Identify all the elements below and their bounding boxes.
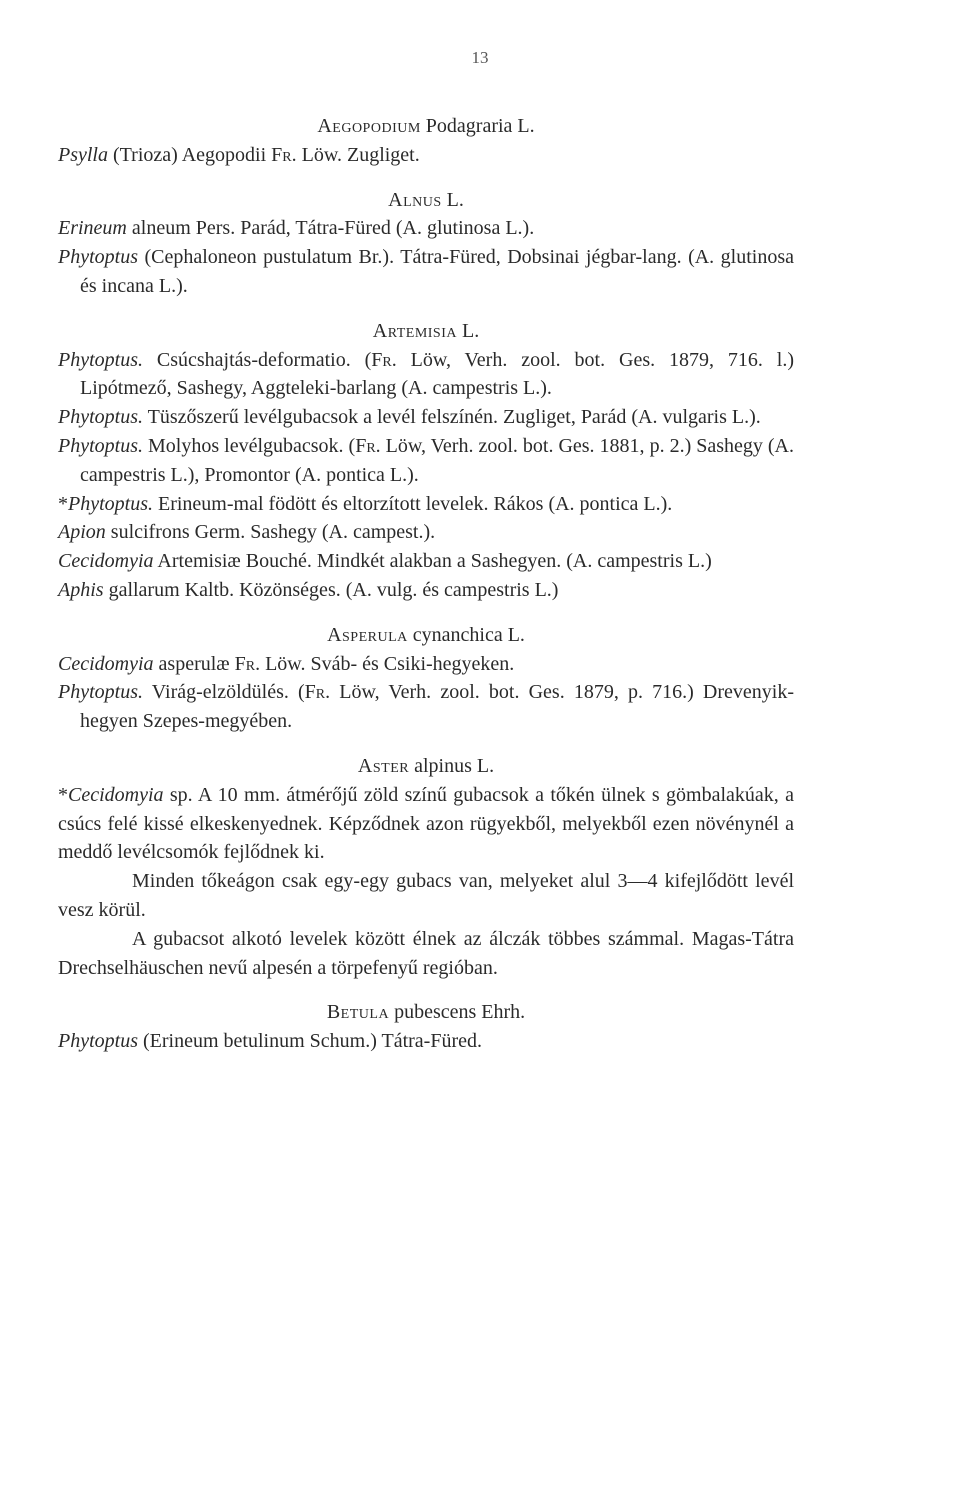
entry-text: Artemisiæ Bouché. Mindkét alakban a Sashegyen. (A. campestris L.)	[153, 550, 712, 573]
entry-text: Tüszőszerű levélgubacsok a levél felszínén. Zugliget, Parád (A. vulgaris L.).	[143, 406, 761, 429]
species-name: L.	[441, 188, 464, 211]
entry-cecidomyia-artemisiae	[58, 547, 794, 576]
entry-text: (Cephaloneon pustulatum Br.). Tátra-Füred, Dobsinai jégbar-lang. (A. glutinosa és incana L.).	[80, 246, 794, 297]
entry-text: Löw, Verh. zool. bot. Ges. 1879, 716. l.) Lipótmező, Sashegy, Aggteleki-barlang (A. campestris L.).	[80, 348, 795, 400]
entry-cecidomyia-asperulae	[58, 650, 794, 679]
genus-name: Artemisia	[372, 319, 457, 342]
new-record-asterisk: *	[58, 492, 68, 515]
taxon-name: Cecidomyia	[58, 652, 154, 675]
entry-phytoptus-asperula	[58, 678, 794, 736]
species-name: pubescens Ehrh.	[389, 1001, 526, 1024]
section-heading-asperula	[58, 621, 794, 650]
species-name: L.	[457, 319, 480, 342]
entry-cecidomyia-sp	[58, 781, 794, 867]
entry-text: asperulæ	[153, 652, 235, 675]
author-abbrev: Fr.	[371, 348, 397, 371]
paragraph: A gubacsot alkotó levelek között élnek az álczák többes számmal. Magas-Tátra Drechselhäuschen nevű alpesén a törpefenyű regióban.	[58, 927, 794, 979]
taxon-name: Phytoptus.	[58, 434, 143, 457]
entry-erineum-alneum	[58, 214, 794, 243]
taxon-name: Phytoptus.	[58, 681, 143, 704]
entry-text: Molyhos levélgubacsok. (	[143, 434, 356, 457]
entry-phytoptus-betula	[58, 1027, 794, 1056]
taxon-name: Phytoptus.	[58, 348, 143, 371]
entry-text: Löw, Verh. zool. bot. Ges. 1881, p. 2.) Sashegy (A. campestris L.), Promontor (A. pontica L.).	[80, 434, 795, 486]
entry-text: (Trioza) Aegopodii	[108, 143, 272, 166]
genus-name: Aegopodium	[317, 115, 421, 137]
author-abbrev: Fr.	[304, 681, 331, 704]
taxon-name: Phytoptus.	[68, 492, 153, 515]
entry-text: Csúcshajtás-deformatio. (	[143, 348, 372, 371]
genus-name: Betula	[326, 1001, 390, 1024]
author-abbrev: Fr.	[355, 434, 381, 457]
taxon-name: Erineum	[58, 217, 127, 240]
entry-text: Erineum-mal födött és eltorzított levelek. Rákos (A. pontica L.).	[153, 492, 673, 515]
species-name: Podagraria L.	[420, 115, 535, 137]
taxon-name: Psylla	[58, 143, 108, 166]
species-name: cynanchica L.	[407, 623, 525, 646]
entry-text: alneum Pers. Parád, Tátra-Füred (A. glutinosa L.).	[126, 217, 535, 240]
entry-text: Löw. Zugliget.	[296, 143, 420, 166]
species-name: alpinus L.	[409, 754, 495, 777]
entry-phytoptus-cephaloneon	[58, 243, 794, 301]
entry-text: Löw, Verh. zool. bot. Ges. 1879, p. 716.) Drevenyik-hegyen Szepes-megyében.	[80, 681, 794, 733]
genus-name: Aster	[357, 754, 410, 777]
section-heading-alnus	[58, 186, 794, 215]
taxon-name: Cecidomyia	[68, 783, 164, 806]
entry-phytoptus-1	[58, 346, 794, 404]
section-heading-aster	[58, 752, 794, 781]
entry-text: sulcifrons Germ. Sashegy (A. campest.).	[105, 521, 436, 544]
page-body	[58, 112, 794, 1056]
taxon-name: Phytoptus.	[58, 406, 143, 429]
taxon-name: Phytoptus	[58, 246, 138, 269]
author-abbrev: Fr.	[234, 652, 261, 675]
new-record-asterisk: *	[58, 783, 68, 806]
entry-apion	[58, 518, 794, 547]
entry-text: Löw. Sváb- és Csiki-hegyeken.	[260, 652, 515, 675]
section-heading-artemisia	[58, 317, 794, 346]
entry-phytoptus-3	[58, 432, 794, 490]
entry-text: Virág-elzöldülés. (	[143, 681, 305, 704]
entry-text: (Erineum betulinum Schum.) Tátra-Füred.	[138, 1030, 482, 1053]
entry-phytoptus-4	[58, 490, 794, 519]
entry-aphis	[58, 576, 794, 605]
paragraph: Minden tőkeágon csak egy-egy gubacs van, melyeket alul 3—4 kifejlődött levél vesz körül.	[58, 870, 794, 921]
author-abbrev: Fr.	[271, 143, 297, 166]
entry-text: gallarum Kaltb. Közönséges. (A. vulg. és campestris L.)	[103, 578, 559, 601]
entry-psylla	[58, 141, 794, 170]
taxon-name: Cecidomyia	[58, 550, 154, 573]
taxon-name: Apion	[58, 521, 106, 544]
taxon-name: Phytoptus	[58, 1030, 138, 1053]
genus-name: Alnus	[388, 188, 442, 211]
section-heading-betula	[58, 998, 794, 1027]
entry-phytoptus-2	[58, 403, 794, 432]
entry-text: sp. A 10 mm. átmérőjű zöld színű gubacsok a tőkén ülnek s gömbalakúak, a csúcs felé kissé elkeskenyednek. Képződnek azon rügyekből, melyekből ezen növénynél a meddő levélcsomók fejlődnek ki.	[58, 783, 794, 864]
taxon-name: Aphis	[58, 578, 104, 601]
page-number: 13	[471, 48, 489, 67]
genus-name: Asperula	[327, 623, 408, 646]
section-heading-aegopodium	[58, 112, 794, 141]
